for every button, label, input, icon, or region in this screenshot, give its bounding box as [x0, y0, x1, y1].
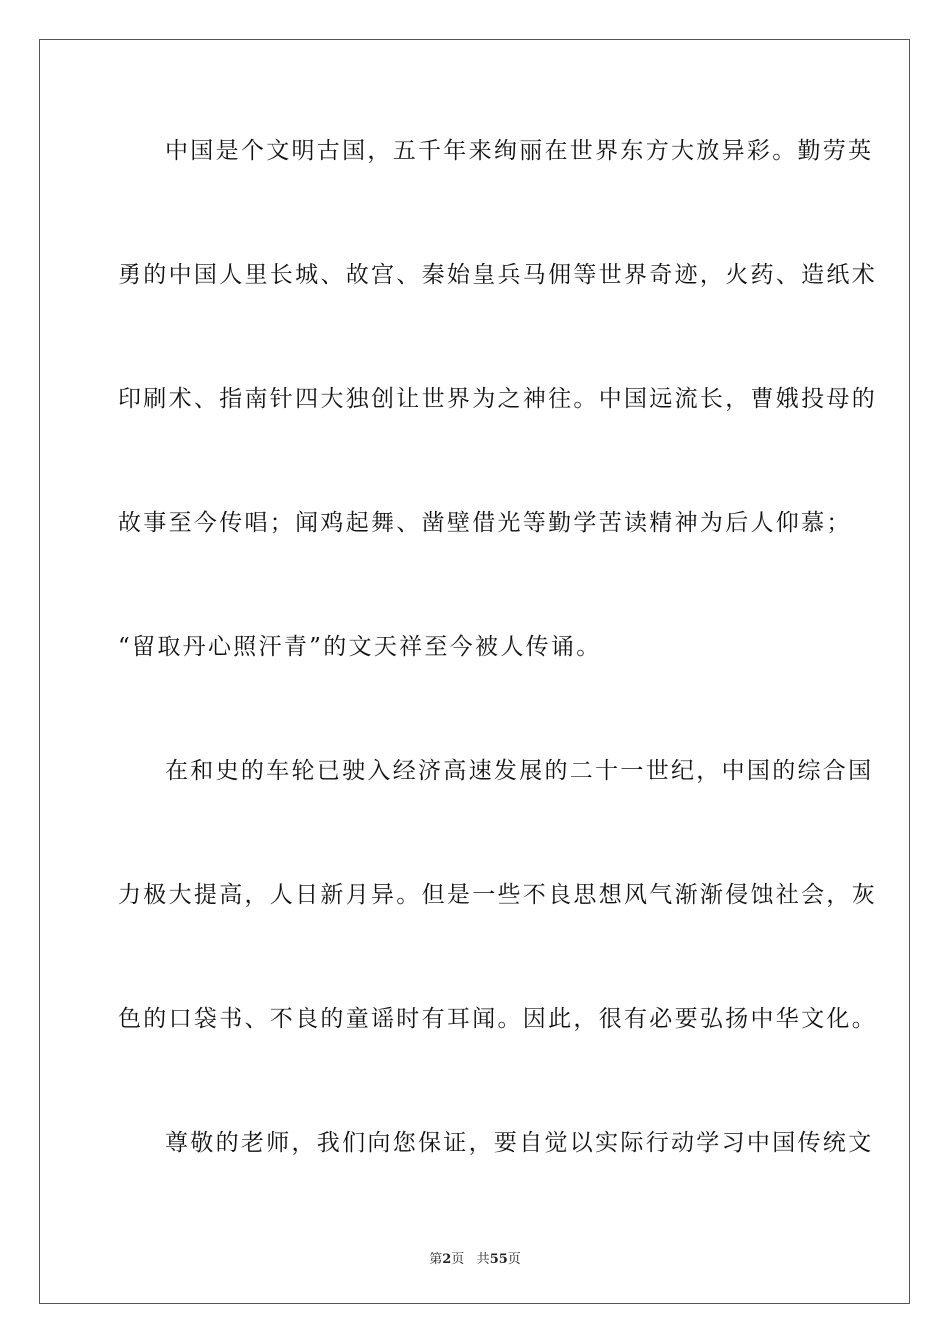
paragraph-2-line-3: 色的口袋书、不良的童谣时有耳闻。因此，很有必要弘扬中华文化。: [118, 1006, 877, 1032]
footer-total-pages: 55: [489, 1252, 508, 1267]
footer-total-suffix: 页: [507, 1252, 521, 1267]
footer-page-number: 2: [442, 1252, 452, 1267]
paragraph-3-line-1: 尊敬的老师，我们向您保证，要自觉以实际行动学习中国传统文: [165, 1130, 874, 1156]
paragraph-1-line-2: 勇的中国人里长城、故宫、秦始皇兵马佣等世界奇迹，火药、造纸术: [118, 262, 877, 288]
footer-total-prefix: 共: [476, 1252, 490, 1267]
paragraph-1-line-5: “留取丹心照汗青”的文天祥至今被人传诵。: [118, 634, 602, 660]
paragraph-2-line-1: 在和史的车轮已驶入经济高速发展的二十一世纪，中国的综合国: [165, 758, 874, 784]
paragraph-2-line-2: 力极大提高，人日新月异。但是一些不良思想风气渐渐侵蚀社会，灰: [118, 882, 877, 908]
footer-page-suffix: 页: [451, 1252, 465, 1267]
page-footer: [0, 1248, 950, 1267]
paragraph-1-line-4: 故事至今传唱；闻鸡起舞、凿壁借光等勤学苦读精神为后人仰慕；: [118, 510, 852, 536]
paragraph-1-line-1: 中国是个文明古国，五千年来绚丽在世界东方大放异彩。勤劳英: [165, 138, 874, 164]
paragraph-1-line-3: 印刷术、指南针四大独创让世界为之神往。中国远流长，曹娥投母的: [118, 386, 877, 412]
page-border: [39, 39, 910, 1304]
footer-page-prefix: 第: [429, 1252, 443, 1267]
